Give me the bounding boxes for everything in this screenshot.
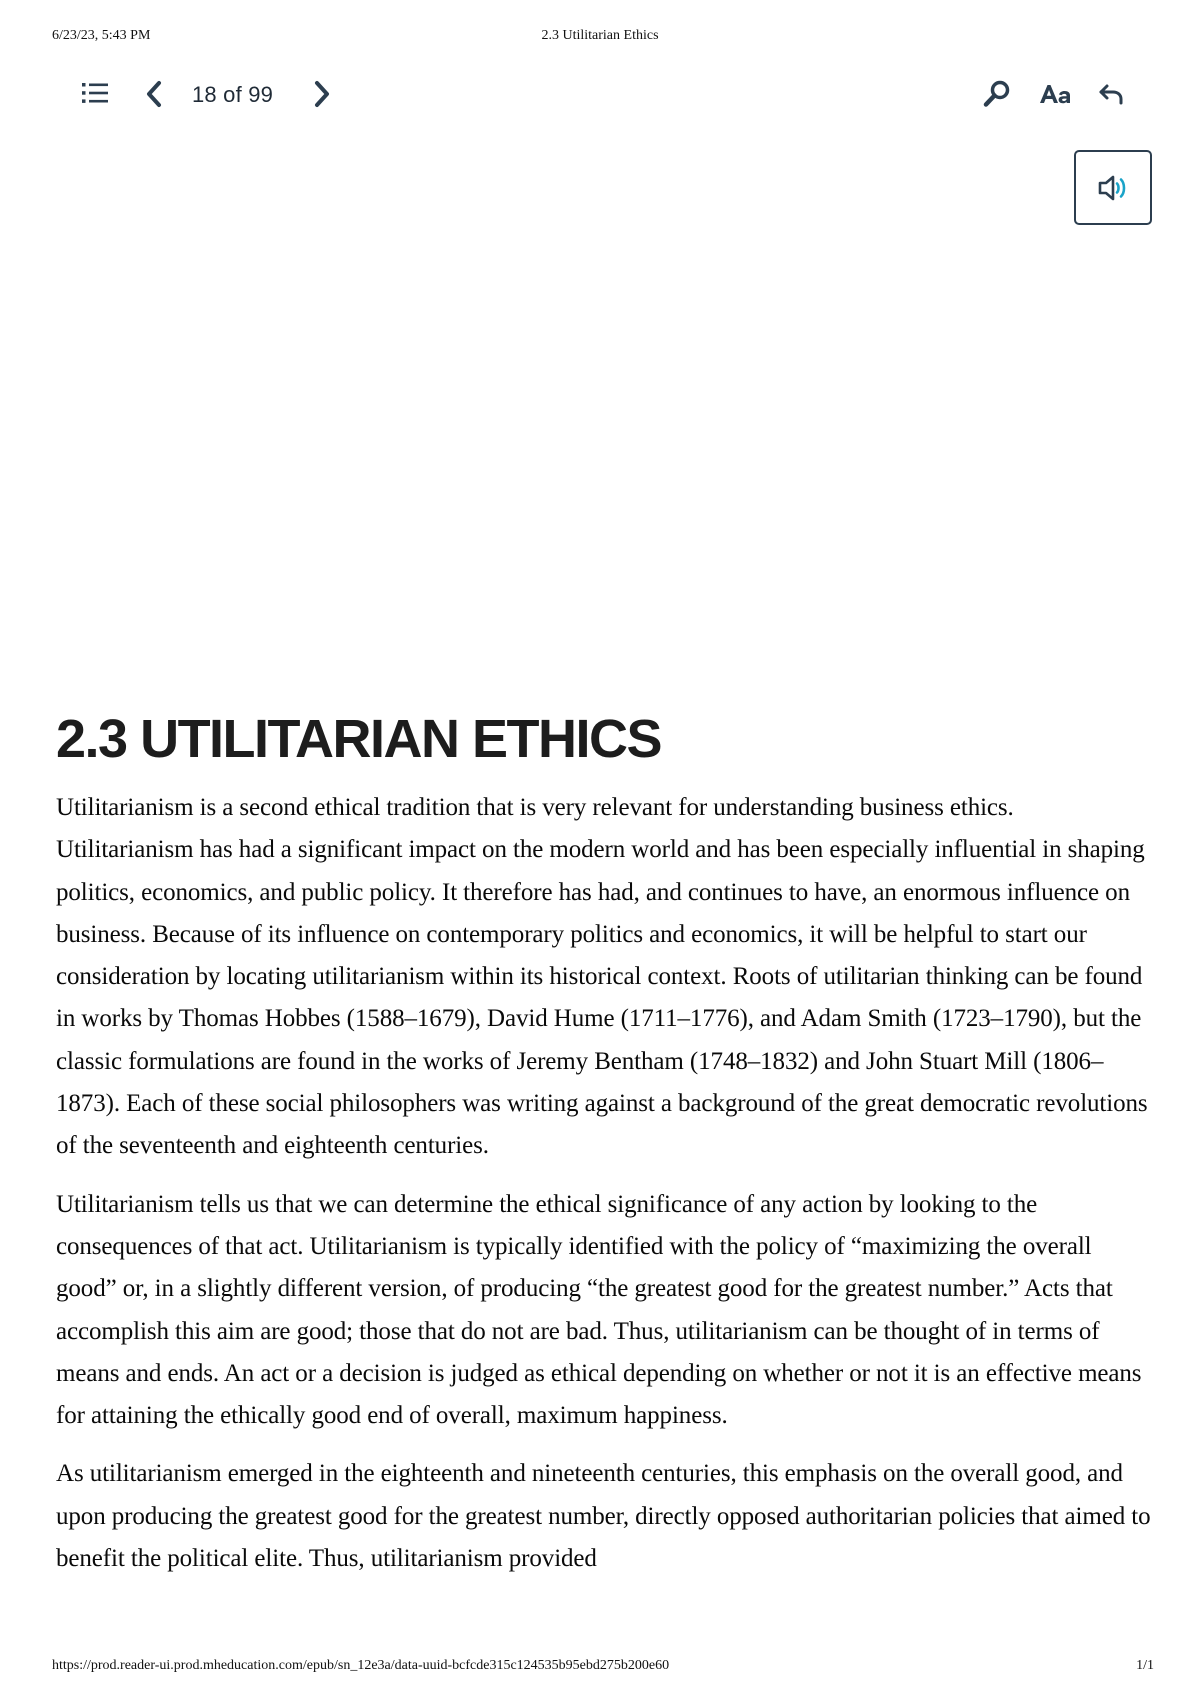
paragraph-2: Utilitarianism tells us that we can determine the ethical significance of any action by looking to the consequences of that act. Utilitarianism is typically identified with the policy of “maximizing the overall good” or, in a slightly different version, of producing “the greatest good for the greatest number.” Acts that accomplish this aim are good; those that do not are bad. Thus, utilitarianism can be thought of in terms of means and ends. An act or a decision is judged as ethical depending on whether or not it is an effective means for attaining the ethically good end of overall, maximum happiness. [56, 1190, 1142, 1430]
read-aloud-button[interactable] [1074, 150, 1152, 225]
reader-toolbar [0, 76, 1200, 116]
page-indicator: 18 of 99 [192, 82, 274, 107]
previous-page-button[interactable] [141, 78, 167, 110]
search-button[interactable] [981, 78, 1013, 110]
paragraph-3: As utilitarianism emerged in the eighteenth and nineteenth centuries, this emphasis on the overall good, and upon producing the greatest good for the greatest number, directly opposed authoritarian policies that aimed to benefit the political elite. Thus, utilitarianism provided [56, 1460, 1151, 1573]
print-url: https://prod.reader-ui.prod.mheducation.com/epub/sn_12e3a/data-uuid-bcfcde315c124535b95ebd275b200e60 [52, 1658, 670, 1673]
chevron-right-icon [313, 80, 331, 108]
list-icon [82, 82, 108, 104]
section-header [56, 707, 1156, 771]
section-body [56, 787, 1156, 1655]
chevron-left-icon [145, 80, 163, 108]
print-page-title: 2.3 Utilitarian Ethics [541, 28, 659, 43]
print-footer [0, 1658, 1200, 1678]
paragraph-1: Utilitarianism is a second ethical tradition that is very relevant for understanding business ethics. Utilitarianism has had a significant impact on the modern world and has been especially influential in shaping politics, economics, and public policy. It therefore has had, and continues to have, an enormous influence on business. Because of its influence on contemporary politics and economics, it will be helpful to start our consideration by locating utilitarianism within its historical context. Roots of utilitarian thinking can be found in works by Thomas Hobbes (1588–1679), David Hume (1711–1776), and Adam Smith (1723–1790), but the classic formulations are found in the works of Jeremy Bentham (1748–1832) and John Stuart Mill (1806–1873). Each of these social philosophers was writing against a background of the great democratic revolutions of the seventeenth and eighteenth centuries. [56, 794, 1148, 1160]
speaker-icon [1098, 174, 1128, 202]
font-size-icon [1039, 83, 1071, 105]
font-settings-button[interactable] [1037, 80, 1073, 108]
search-icon [983, 80, 1011, 108]
next-page-button[interactable] [309, 78, 335, 110]
print-datetime: 6/23/23, 5:43 PM [52, 28, 151, 43]
section-title: 2.3 UTILITARIAN ETHICS [56, 709, 662, 769]
print-page-count: 1/1 [1136, 1658, 1154, 1673]
print-header [0, 28, 1200, 48]
undo-arrow-icon [1098, 83, 1124, 105]
table-of-contents-button[interactable] [80, 78, 110, 108]
back-button[interactable] [1095, 79, 1127, 109]
